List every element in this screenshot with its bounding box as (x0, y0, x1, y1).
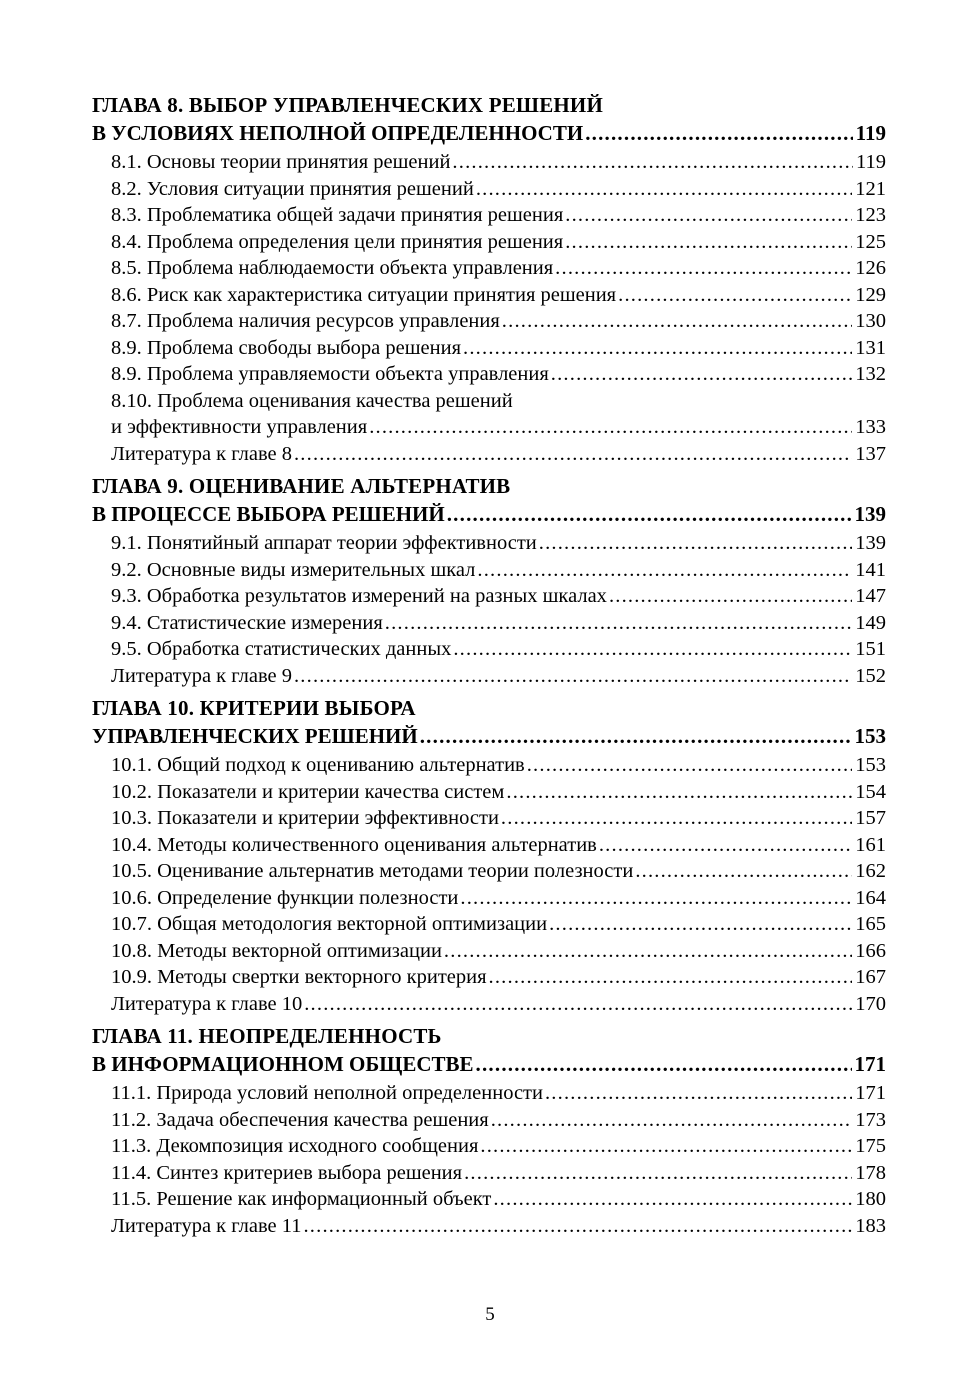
dot-leader (549, 911, 852, 938)
dot-leader (506, 779, 852, 806)
toc-entry (92, 885, 886, 912)
chapter-title: ГЛАВА 9. ОЦЕНИВАНИЕ АЛЬТЕРНАТИВ (92, 474, 511, 498)
page-number: 167 (855, 966, 886, 988)
entry-label: 8.6. Риск как характеристика ситуации принятия решения (111, 283, 617, 306)
page-number: 157 (855, 807, 886, 829)
entry-label: 11.4. Синтез критериев выбора решения (111, 1161, 463, 1184)
toc-entry (92, 1186, 886, 1213)
page-number: 139 (854, 502, 886, 526)
chapter-title: ГЛАВА 10. КРИТЕРИИ ВЫБОРА (92, 696, 416, 720)
entry-label: 10.7. Общая методология векторной оптимизации (111, 913, 548, 935)
page-number: 137 (855, 442, 886, 465)
entry-label: 8.2. Условия ситуации принятия решений (111, 177, 474, 200)
chapter-title-row (92, 1050, 886, 1078)
entry-label: Литература к главе 9 (111, 664, 292, 687)
entry-label: 10.9. Методы свертки векторного критерия (111, 966, 487, 988)
chapter-10 (92, 695, 886, 1017)
chapter-title-row (92, 722, 886, 750)
chapter-title-line2: В ИНФОРМАЦИОННОМ ОБЩЕСТВЕ (92, 1052, 474, 1076)
entry-label: 8.3. Проблематика общей задачи принятия решения (111, 204, 564, 226)
chapter-title: ГЛАВА 8. ВЫБОР УПРАВЛЕНЧЕСКИХ РЕШЕНИЙ (92, 93, 603, 117)
entry-label: Литература к главе 11 (111, 1214, 302, 1237)
entry-label: 9.2. Основные виды измерительных шкал (111, 558, 476, 581)
dot-leader (447, 500, 852, 528)
dot-leader (453, 636, 852, 663)
toc-entry (92, 610, 886, 637)
dot-leader (294, 663, 852, 690)
chapter-title-line2: УПРАВЛЕНЧЕСКИХ РЕШЕНИЙ (92, 724, 418, 748)
dot-leader (551, 361, 852, 388)
page-number: 121 (855, 177, 886, 200)
page-number: 178 (855, 1161, 886, 1184)
page-number: 154 (855, 780, 886, 803)
dot-leader (480, 1133, 852, 1160)
page-number: 133 (855, 416, 886, 438)
toc-entry (92, 335, 886, 362)
chapter-title-row (92, 500, 886, 528)
dot-leader (493, 1186, 852, 1213)
dot-leader (477, 557, 852, 584)
dot-leader (452, 149, 853, 176)
dot-leader (599, 832, 852, 859)
dot-leader (545, 1080, 852, 1107)
toc-entry (92, 964, 886, 991)
page-number: 180 (855, 1188, 886, 1210)
toc-entry (92, 282, 886, 309)
dot-leader (489, 964, 853, 991)
page-number: 119 (855, 121, 886, 145)
chapter-title-line2: В ПРОЦЕССЕ ВЫБОРА РЕШЕНИЙ (92, 502, 445, 526)
page-number: 129 (855, 283, 886, 306)
entry-label: 10.4. Методы количественного оценивания альтернатив (111, 833, 597, 856)
page-number: 153 (855, 754, 886, 776)
page-number: 175 (855, 1135, 886, 1157)
chapter-8 (92, 92, 886, 467)
page-number: 139 (855, 532, 886, 554)
page-number: 162 (855, 860, 886, 882)
chapter-9 (92, 473, 886, 689)
toc-entry (92, 832, 886, 859)
entry-label: 8.7. Проблема наличия ресурсов управления (111, 310, 500, 332)
toc-entry (92, 414, 886, 441)
dot-leader (294, 441, 852, 468)
table-of-contents (92, 92, 886, 1245)
entry-label: 8.9. Проблема свободы выбора решения (111, 336, 462, 359)
dot-leader (304, 991, 852, 1018)
toc-entry (92, 1107, 886, 1134)
page-folio-number: 5 (485, 1304, 495, 1325)
dot-leader (464, 1160, 852, 1187)
entry-label: 10.1. Общий подход к оцениванию альтернатив (111, 754, 525, 776)
chapter-11 (92, 1023, 886, 1239)
toc-entry (92, 663, 886, 690)
toc-entry (92, 752, 886, 779)
entry-label: 9.1. Понятийный аппарат теории эффективности (111, 532, 537, 554)
page-number: 152 (855, 664, 886, 687)
page-number: 119 (856, 151, 886, 173)
dot-leader (527, 752, 853, 779)
toc-entry (92, 308, 886, 335)
entry-label: и эффективности управления (111, 416, 368, 438)
page-number: 153 (854, 724, 886, 748)
entry-label: 8.9. Проблема управляемости объекта управления (111, 363, 549, 385)
entry-label-line1: 8.10. Проблема оценивания качества решений (111, 389, 513, 412)
toc-entry (92, 202, 886, 229)
dot-leader (565, 202, 852, 229)
dot-leader (539, 530, 853, 557)
page-number: 165 (855, 913, 886, 935)
entry-label: 8.1. Основы теории принятия решений (111, 151, 451, 173)
entry-label: 11.2. Задача обеспечения качества решения (111, 1108, 489, 1131)
toc-entry (92, 149, 886, 176)
page-number: 125 (855, 230, 886, 253)
dot-leader (369, 414, 852, 441)
chapter-title: ГЛАВА 11. НЕОПРЕДЕЛЕННОСТЬ (92, 1024, 442, 1048)
entry-label: 10.3. Показатели и критерии эффективности (111, 807, 499, 829)
dot-leader (303, 1213, 852, 1240)
toc-entry (92, 911, 886, 938)
entry-label: 10.5. Оценивание альтернатив методами теории полезности (111, 860, 634, 882)
dot-leader (476, 1050, 852, 1078)
entry-label: 9.4. Статистические измерения (111, 611, 383, 634)
chapter-title-row (92, 119, 886, 147)
page-number: 131 (855, 336, 886, 359)
toc-entry (92, 255, 886, 282)
dot-leader (463, 335, 852, 362)
toc-entry (92, 557, 886, 584)
dot-leader (502, 308, 852, 335)
dot-leader (501, 805, 852, 832)
page-number: 126 (855, 257, 886, 279)
toc-entry (92, 1213, 886, 1240)
entry-label: 8.4. Проблема определения цели принятия решения (111, 230, 564, 253)
page-number: 164 (855, 886, 886, 909)
page-number: 183 (855, 1214, 886, 1237)
chapter-title-line2: В УСЛОВИЯХ НЕПОЛНОЙ ОПРЕДЕЛЕННОСТИ (92, 121, 584, 145)
toc-entry (92, 858, 886, 885)
page-number: 141 (855, 558, 886, 581)
entry-label: Литература к главе 8 (111, 442, 292, 465)
dot-leader (460, 885, 852, 912)
toc-entry (92, 1080, 886, 1107)
toc-entry (92, 1160, 886, 1187)
entry-label: 9.5. Обработка статистических данных (111, 638, 452, 660)
entry-label: 9.3. Обработка результатов измерений на разных шкалах (111, 585, 607, 607)
dot-leader (491, 1107, 853, 1134)
page-number: 130 (855, 310, 886, 332)
page-number: 151 (855, 638, 886, 660)
toc-entry (92, 583, 886, 610)
toc-entry (92, 229, 886, 256)
dot-leader (420, 722, 852, 750)
toc-entry (92, 636, 886, 663)
toc-entry (92, 991, 886, 1018)
entry-label: 10.2. Показатели и критерии качества систем (111, 780, 505, 803)
toc-entry (92, 441, 886, 468)
dot-leader (444, 938, 852, 965)
entry-label: 10.6. Определение функции полезности (111, 886, 459, 909)
entry-label: 11.1. Природа условий неполной определенности (111, 1082, 543, 1104)
page-number: 170 (855, 992, 886, 1015)
page-number: 171 (855, 1082, 886, 1104)
entry-label: Литература к главе 10 (111, 992, 303, 1015)
dot-leader (555, 255, 852, 282)
toc-entry (92, 1133, 886, 1160)
entry-label: 11.5. Решение как информационный объект (111, 1188, 492, 1210)
dot-leader (476, 176, 852, 203)
entry-label: 8.5. Проблема наблюдаемости объекта управления (111, 257, 554, 279)
page-number: 166 (855, 939, 886, 962)
toc-entry (92, 779, 886, 806)
toc-entry (92, 176, 886, 203)
page-number: 132 (855, 363, 886, 385)
page-number: 161 (855, 833, 886, 856)
page-number: 149 (855, 611, 886, 634)
page-number: 173 (855, 1108, 886, 1131)
dot-leader (618, 282, 852, 309)
dot-leader (609, 583, 852, 610)
toc-entry (92, 938, 886, 965)
dot-leader (565, 229, 852, 256)
toc-entry (92, 530, 886, 557)
dot-leader (385, 610, 852, 637)
dot-leader (635, 858, 852, 885)
toc-entry (92, 805, 886, 832)
page-number: 171 (854, 1052, 886, 1076)
entry-label: 10.8. Методы векторной оптимизации (111, 939, 442, 962)
entry-label: 11.3. Декомпозиция исходного сообщения (111, 1135, 479, 1157)
page-number: 123 (855, 204, 886, 226)
toc-entry (92, 361, 886, 388)
dot-leader (585, 119, 852, 147)
page-number: 147 (855, 585, 886, 607)
